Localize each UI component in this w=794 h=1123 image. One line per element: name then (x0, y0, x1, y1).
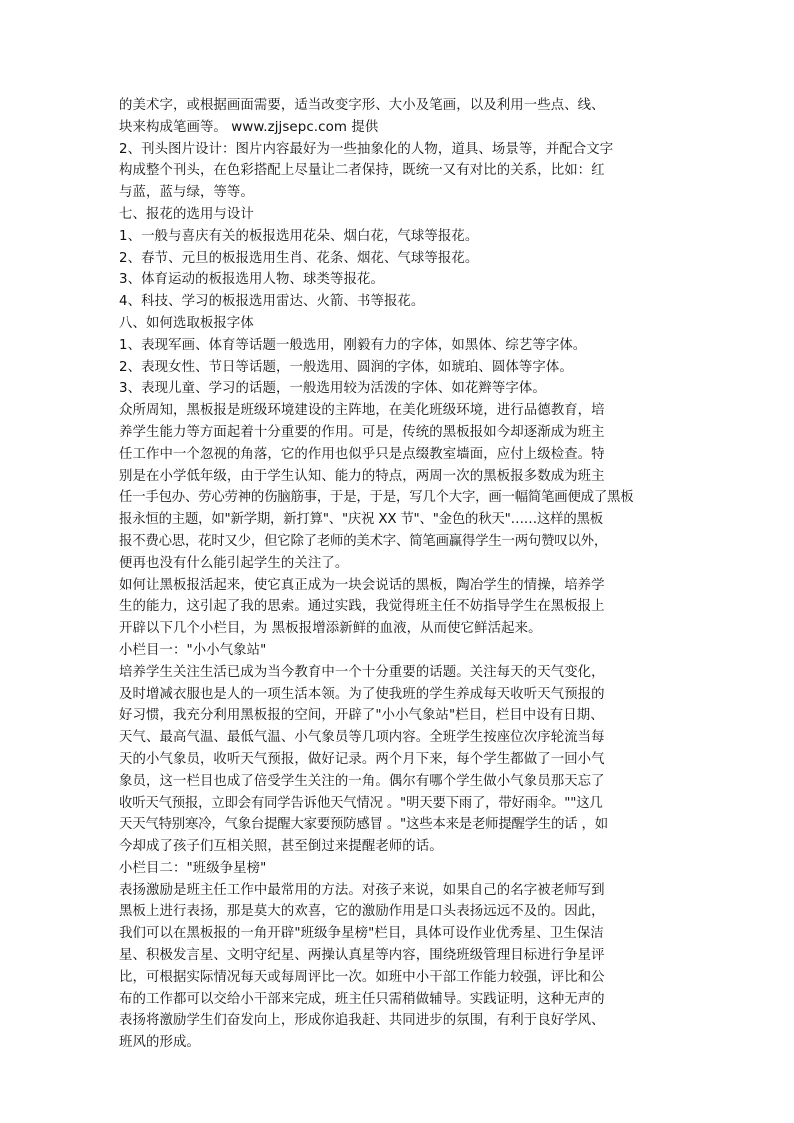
text-line: 开辟以下几个小栏目，为 黑板报增添新鲜的血液，从而使它鲜活起来。 (119, 621, 542, 637)
text-line: 及时增减衣服也是人的一项生活本领。为了使我班的学生养成每天收听天气预报的 (119, 686, 605, 702)
text-line: 比，可根据实际情况每天或每周评比一次。如班中小干部工作能力较强，评比和公 (119, 969, 605, 985)
text-line: 生的能力，这引起了我的思索。通过实践，我觉得班主任不妨指导学生在黑板报上 (119, 599, 605, 615)
text-line: 1、表现军画、体育等话题一般选用，刚毅有力的字体，如黑体、综艺等字体。 (119, 337, 587, 353)
text-line: 表扬激励是班主任工作中最常用的方法。对孩子来说，如果自己的名字被老师写到 (119, 882, 605, 898)
text-line: 构成整个刊头，在色彩搭配上尽量让二者保持，既统一又有对比的关系，比如：红 (119, 163, 605, 179)
text-line: 天天气特别寒冷，气象台提醒大家要预防感冒 。"这些本来是老师提醒学生的话 ，如 (119, 817, 608, 833)
subsection-heading: 小栏目二："班级争星榜" (119, 860, 267, 876)
text-line: 众所周知，黑板报是班级环境建设的主阵地，在美化班级环境，进行品德教育，培 (119, 403, 605, 419)
text-line: 的美术字，或根据画面需要，适当改变字形、大小及笔画，以及利用一些点、线、 (119, 98, 605, 113)
text-line: 2、表现女性、节日等话题，一般选用、圆润的字体，如琥珀、圆体等字体。 (119, 359, 573, 375)
text-line: 黑板上进行表扬，那是莫大的欢喜，它的激励作用是口头表扬远远不及的。因此， (119, 904, 605, 920)
text-line: 4、科技、学习的板报选用雷达、火箭、书等报花。 (119, 294, 425, 310)
text-line: 2、刊头图片设计：图片内容最好为一些抽象化的人物，道具、场景等，并配合文字 (119, 141, 614, 157)
text-line: 3、体育运动的板报选用人物、球类等报花。 (119, 272, 384, 288)
text-line: 3、表现儿童、学习的话题，一般选用较为活泼的字体、如花辫等字体。 (119, 381, 546, 397)
text-line: 好习惯，我充分利用黑板报的空间，开辟了"小小气象站"栏目，栏目中设有日期、 (119, 708, 604, 724)
text-line: 培养学生关注生活已成为当今教育中一个十分重要的话题。关注每天的天气变化， (119, 664, 605, 680)
text-line: 班风的形成。 (119, 1035, 200, 1051)
text-line: 布的工作都可以交给小干部来完成，班主任只需稍做辅导。实践证明，这种无声的 (119, 991, 605, 1007)
text-line: 2、春节、元旦的板报选用生肖、花条、烟花、气球等报花。 (119, 250, 479, 266)
text-line: 任一手包办、劳心劳神的伤脑筋事，于是，于是，写几个大字，画一幅简笔画便成了黑板 (119, 490, 634, 506)
text-line: 收听天气预报，立即会有同学告诉他天气情况 。"明天要下雨了，带好雨伞。""这几 (119, 795, 603, 811)
text-line: 养学生能力等方面起着十分重要的作用。可是，传统的黑板报如今却逐渐成为班主 (119, 424, 605, 440)
text-line: 与蓝，蓝与绿，等等。 (119, 185, 254, 201)
text-line: 便再也没有什么能引起学生的关注了。 (119, 555, 349, 571)
subsection-heading: 小栏目一："小小气象站" (119, 642, 267, 658)
text-line: 块来构成笔画等。 www.zjjsepc.com 提供 (119, 119, 379, 135)
text-line: 别是在小学低年级，由于学生认知、能力的特点，两周一次的黑板报多数成为班主 (119, 468, 605, 484)
text-line: 如何让黑板报活起来，使它真正成为一块会说话的黑板，陶冶学生的情操，培养学 (119, 577, 605, 593)
document-body (119, 95, 681, 1054)
text-line: 报不费心思，花时又少，但它除了老师的美术字、简笔画赢得学生一两句赞叹以外， (119, 533, 608, 549)
section-heading: 八、如何选取板报字体 (119, 315, 254, 331)
text-line: 星、积极发言星、文明守纪星、两操认真星等内容，围绕班级管理目标进行争星评 (119, 948, 605, 964)
text-line: 今却成了孩子们互相关照，甚至倒过来提醒老师的话。 (119, 839, 443, 855)
text-line: 1、一般与喜庆有关的板报选用花朵、烟白花，气球等报花。 (119, 228, 479, 244)
text-line: 我们可以在黑板报的一角开辟"班级争星榜"栏目，具体可设作业优秀星、卫生保洁 (119, 926, 604, 942)
section-heading: 七、报花的选用与设计 (119, 206, 254, 222)
text-line: 天的小气象员，收听天气预报，做好记录。两个月下来，每个学生都做了一回小气 (119, 751, 605, 767)
text-line: 报永恒的主题，如"新学期，新打算"、"庆祝 XX 节"、"金色的秋天"……这样的黑板 (119, 512, 603, 528)
text-line: 任工作中一个忽视的角落，它的作用也似乎只是点缀教室墙面，应付上级检查。特 (119, 446, 605, 462)
text-line: 天气、最高气温、最低气温、小气象员等几项内容。全班学生按座位次序轮流当每 (119, 730, 605, 746)
text-line: 表扬将激励学生们奋发向上，形成你追我赶、共同进步的氛围，有利于良好学风、 (119, 1013, 605, 1029)
text-line: 象员，这一栏目也成了倍受学生关注的一角。偶尔有哪个学生做小气象员那天忘了 (119, 773, 605, 789)
